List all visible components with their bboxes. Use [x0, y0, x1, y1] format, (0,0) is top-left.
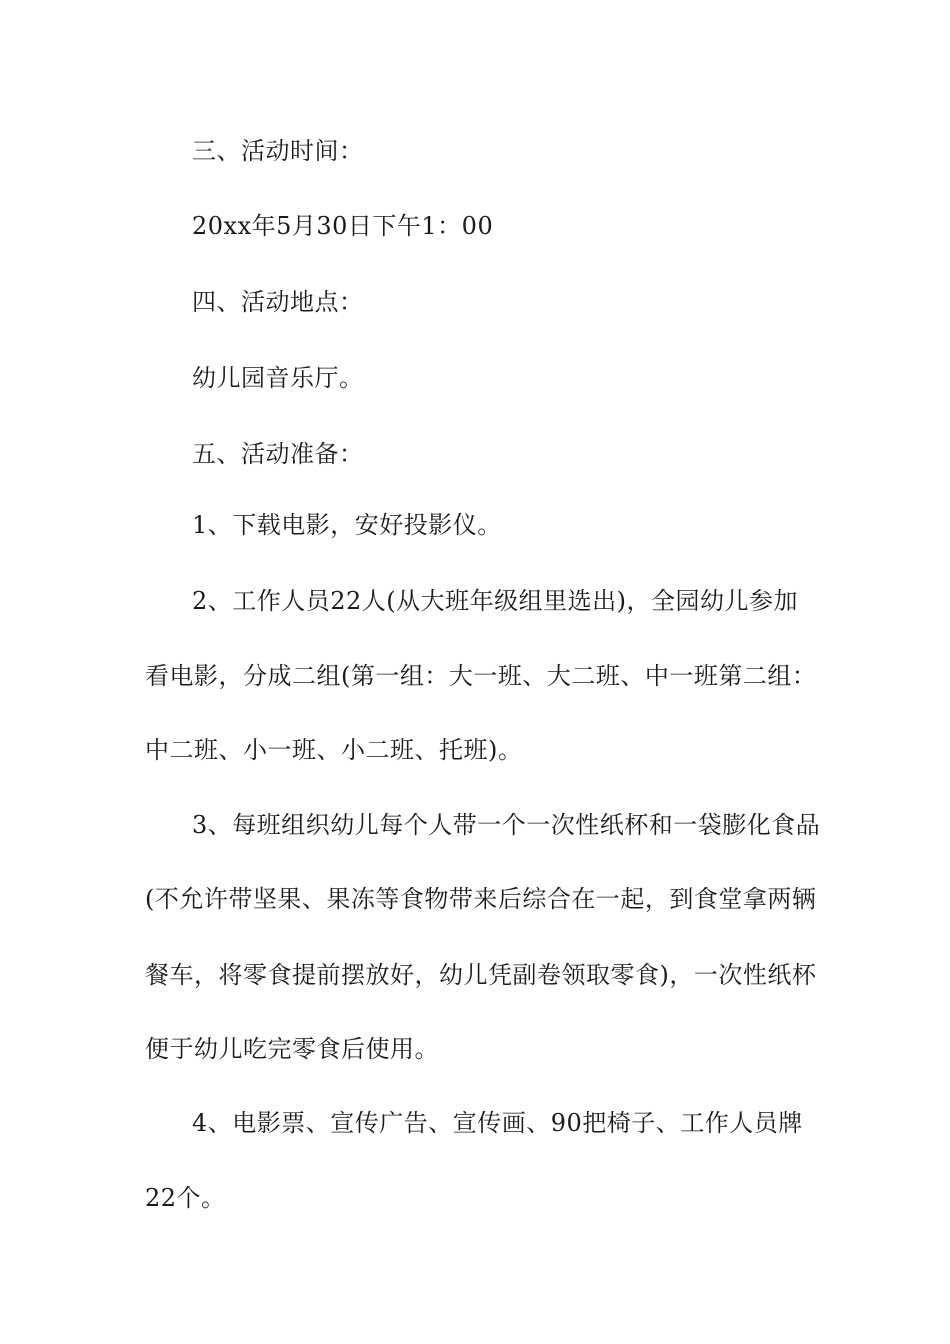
preparation-item-4-line-1: 4、电影票、宣传广告、宣传画、90把椅子、工作人员牌	[192, 1109, 803, 1137]
preparation-item-1: 1、下载电影，安好投影仪。	[192, 511, 502, 539]
section-heading-activity-location: 四、活动地点：	[192, 288, 364, 316]
section-heading-activity-preparation: 五、活动准备：	[192, 440, 364, 468]
activity-time-value: 20xx年5月30日下午1：00	[192, 212, 494, 240]
preparation-item-2-line-2: 看电影，分成二组(第一组：大一班、大二班、中一班第二组：	[145, 662, 817, 690]
preparation-item-3-line-3: 餐车，将零食提前摆放好，幼儿凭副卷领取零食)，一次性纸杯	[145, 961, 817, 989]
preparation-item-2-line-3: 中二班、小一班、小二班、托班)。	[145, 736, 523, 764]
preparation-item-3-line-1: 3、每班组织幼儿每个人带一个一次性纸杯和一袋膨化食品	[192, 811, 821, 839]
preparation-item-2-line-1: 2、工作人员22人(从大班年级组里选出)，全园幼儿参加	[192, 587, 799, 615]
preparation-item-3-line-4: 便于幼儿吃完零食后使用。	[145, 1035, 439, 1063]
section-heading-activity-time: 三、活动时间：	[192, 137, 364, 165]
activity-location-value: 幼儿园音乐厅。	[192, 364, 364, 392]
preparation-item-3-line-2: (不允许带坚果、果冻等食物带来后综合在一起，到食堂拿两辆	[145, 885, 817, 913]
preparation-item-4-line-2: 22个。	[145, 1184, 226, 1212]
